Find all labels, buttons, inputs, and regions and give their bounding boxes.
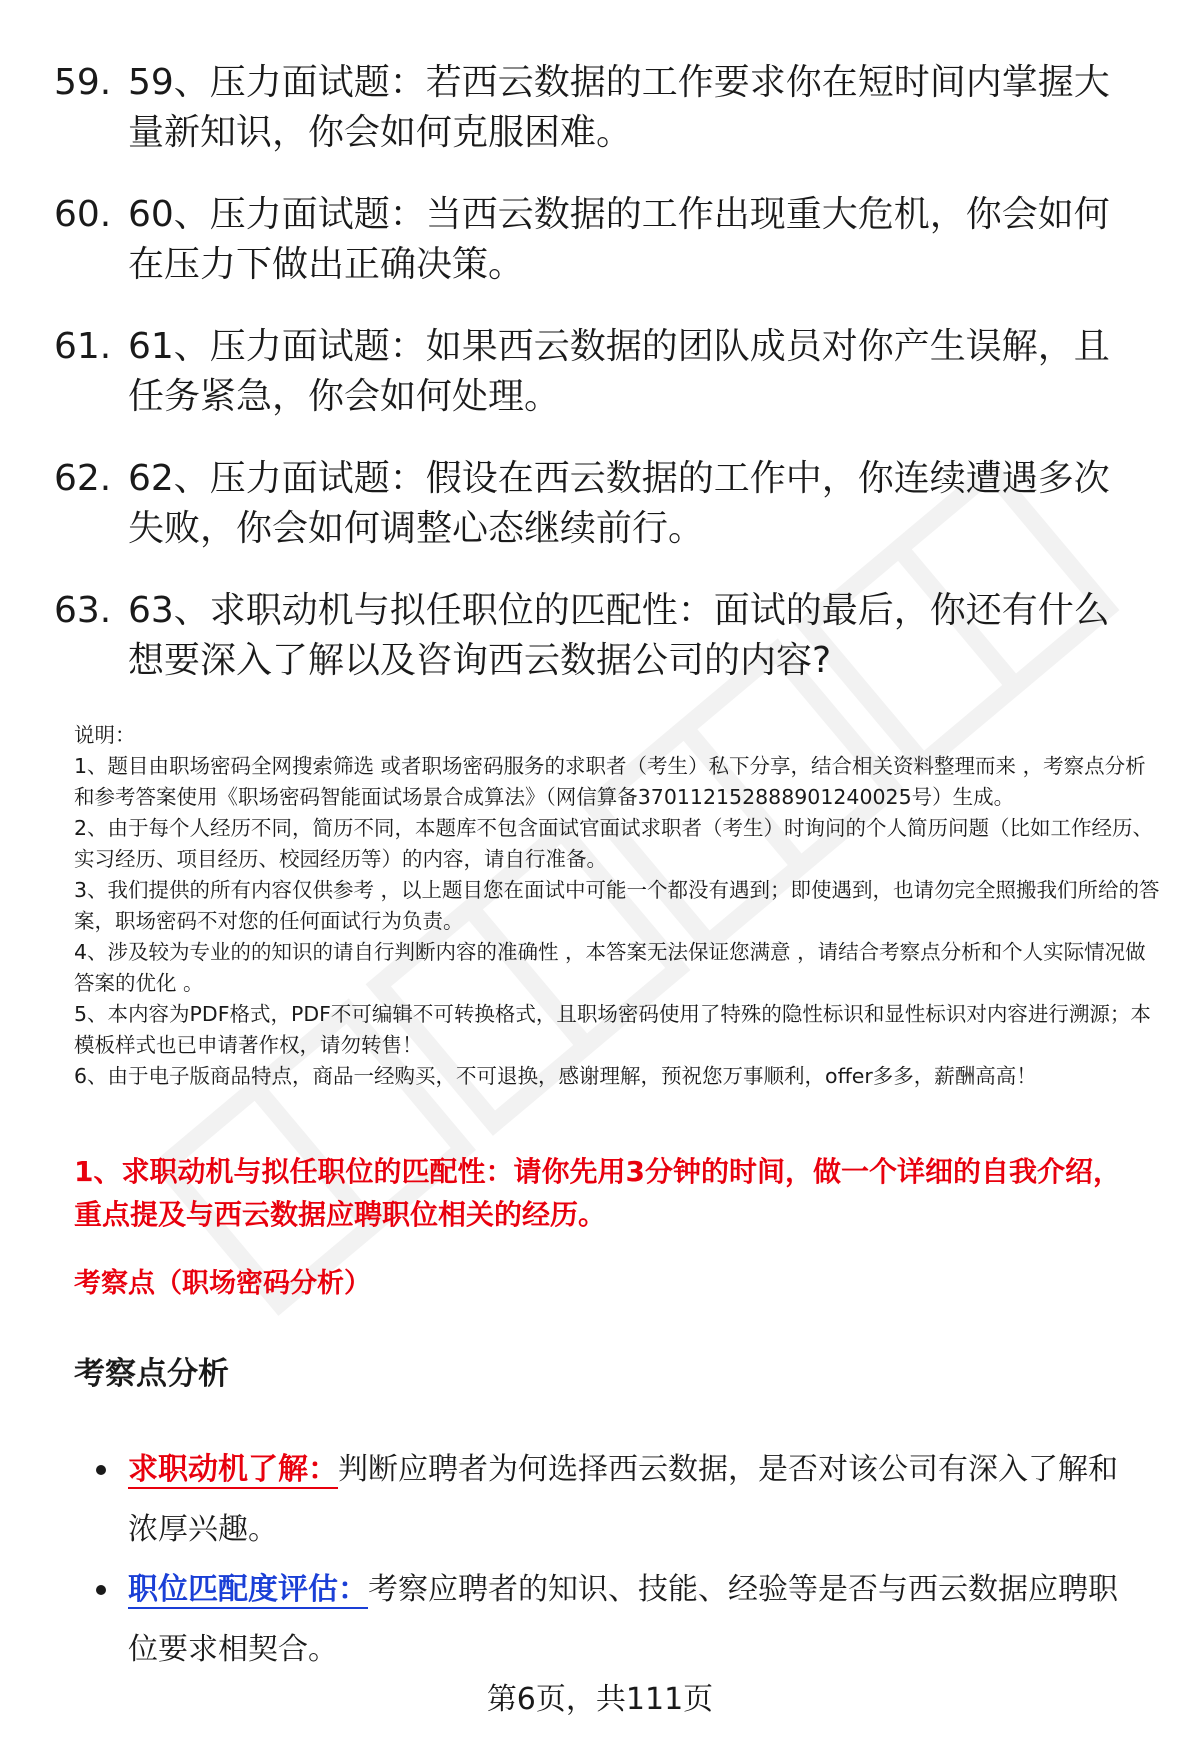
question-number: 61. xyxy=(54,326,112,367)
question-item xyxy=(54,454,1144,554)
question-number: 63. xyxy=(54,590,112,631)
bullet-dot-icon xyxy=(92,1560,128,1680)
note-item: 2、由于每个人经历不同，简历不同，本题库不包含面试官面试求职者（考生）时询问的个人简历问题（比如工作经历、实习经历、项目经历、校园经历等）的内容，请自行准备。 xyxy=(74,816,1154,871)
question-number: 60. xyxy=(54,194,112,235)
notes-heading: 说明： xyxy=(74,723,136,747)
question-text: 62、压力面试题：假设在西云数据的工作中，你连续遭遇多次失败，你会如何调整心态继续前行。 xyxy=(128,458,1110,549)
bullet-term: 求职动机了解： xyxy=(128,1452,338,1487)
analysis-bullets xyxy=(92,1440,1142,1680)
analysis-title: 考察点分析 xyxy=(74,1356,229,1392)
question-item xyxy=(54,58,1144,158)
note-item: 6、由于电子版商品特点，商品一经购买，不可退换，感谢理解，预祝您万事顺利，offer多多，薪酬高高！ xyxy=(74,1064,1037,1088)
note-item: 4、涉及较为专业的的知识的请自行判断内容的准确性 ，本答案无法保证您满意 ，请结合考察点分析和个人实际情况做答案的优化 。 xyxy=(74,940,1146,995)
bullet-item xyxy=(92,1560,1142,1680)
question-item xyxy=(54,586,1144,686)
question-text: 61、压力面试题：如果西云数据的团队成员对你产生误解，且任务紧急，你会如何处理。 xyxy=(128,326,1110,417)
bullet-term: 职位匹配度评估： xyxy=(128,1572,368,1607)
question-1-title: 1、求职动机与拟任职位的匹配性：请你先用3分钟的时间，做一个详细的自我介绍，重点提及与西云数据应聘职位相关的经历。 xyxy=(74,1155,1121,1231)
question-number: 62. xyxy=(54,458,112,499)
note-item: 5、本内容为PDF格式，PDF不可编辑不可转换格式，且职场密码使用了特殊的隐性标识和显性标识对内容进行溯源；本模板样式也已申请著作权，请勿转售！ xyxy=(74,1002,1151,1057)
bullet-description: 判断应聘者为何选择西云数据，是否对该公司有深入了解和浓厚兴趣。 xyxy=(128,1452,1118,1547)
question-item xyxy=(54,190,1144,290)
bullet-item xyxy=(92,1440,1142,1560)
question-text: 59、压力面试题：若西云数据的工作要求你在短时间内掌握大量新知识，你会如何克服困难。 xyxy=(128,62,1110,153)
bullet-description: 考察应聘者的知识、技能、经验等是否与西云数据应聘职位要求相契合。 xyxy=(128,1572,1118,1667)
question-list xyxy=(54,58,1144,718)
question-text: 60、压力面试题：当西云数据的工作出现重大危机，你会如何在压力下做出正确决策。 xyxy=(128,194,1110,285)
question-text: 63、求职动机与拟任职位的匹配性：面试的最后，你还有什么想要深入了解以及咨询西云数据公司的内容? xyxy=(128,590,1110,681)
note-item: 3、我们提供的所有内容仅供参考 ，以上题目您在面试中可能一个都没有遇到；即使遇到，也请勿完全照搬我们所给的答案，职场密码不对您的任何面试行为负责。 xyxy=(74,878,1160,933)
bullet-dot-icon xyxy=(92,1440,128,1560)
question-number: 59. xyxy=(54,62,112,103)
page-number: 第6页，共111页 xyxy=(486,1682,714,1717)
question-item xyxy=(54,322,1144,422)
note-item: 1、题目由职场密码全网搜索筛选 或者职场密码服务的求职者（考生）私下分享，结合相关资料整理而来 ，考察点分析和参考答案使用《职场密码智能面试场景合成算法》（网信算备370112152888901240025号）生成。 xyxy=(74,754,1146,809)
notes-section xyxy=(74,720,1164,1092)
question-1-subhead: 考察点（职场密码分析） xyxy=(74,1268,371,1299)
